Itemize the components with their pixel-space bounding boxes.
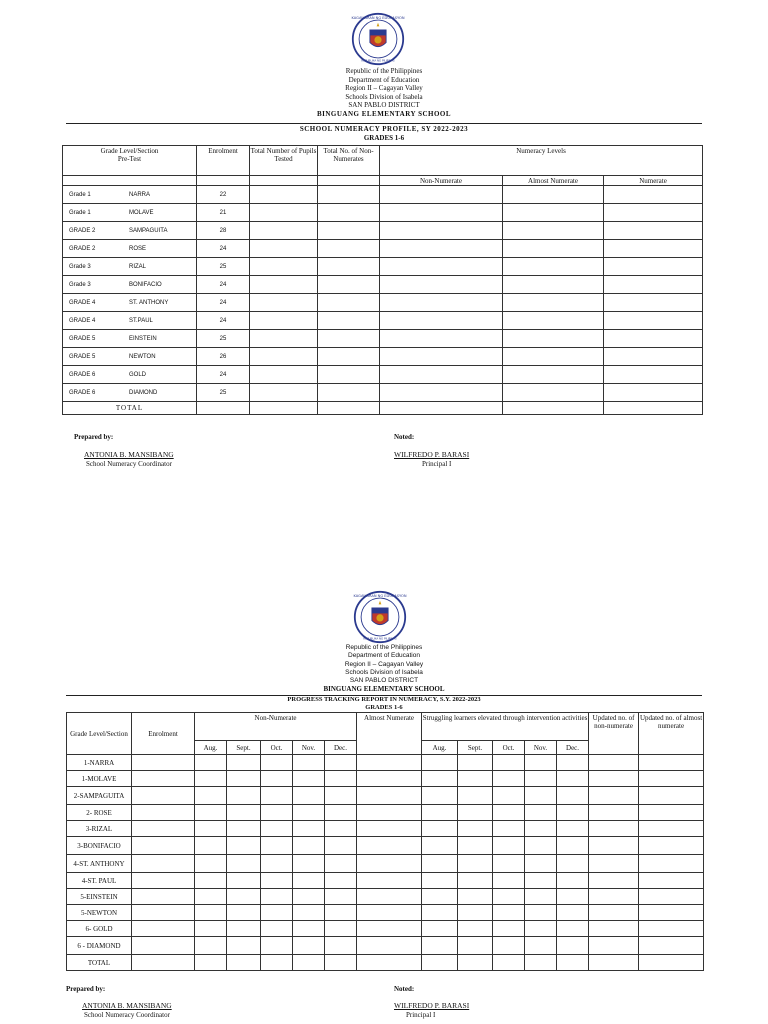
month-nov: Nov. bbox=[293, 741, 325, 755]
grade-level: GRADE 6 bbox=[69, 389, 96, 396]
prepared-by-label: Prepared by: bbox=[66, 985, 106, 993]
section-name: EINSTEIN bbox=[129, 335, 157, 342]
profile-grades: GRADES 1-6 bbox=[363, 133, 405, 142]
section-name: ST.PAUL bbox=[129, 317, 153, 324]
total-label: TOTAL bbox=[63, 402, 197, 415]
progress-total-row bbox=[67, 955, 704, 971]
section-name: NARRA bbox=[129, 191, 151, 198]
grade-section-label: 6- GOLD bbox=[67, 921, 132, 937]
enrolment-value: 26 bbox=[197, 348, 250, 366]
numeracy-profile-table bbox=[62, 145, 703, 415]
grade-level: GRADE 4 bbox=[69, 299, 96, 306]
grade-section-label: 4-ST. PAUL bbox=[67, 873, 132, 889]
grade-section-label: 2-SAMPAGUITA bbox=[67, 787, 132, 805]
month-sept: Sept. bbox=[458, 741, 493, 755]
profile-row bbox=[63, 204, 703, 222]
header-line: Department of Education bbox=[348, 652, 420, 660]
school-name: BINGUANG ELEMENTARY SCHOOL bbox=[323, 685, 445, 694]
profile-title: SCHOOL NUMERACY PROFILE, SY 2022-2023 bbox=[299, 125, 469, 133]
section-name: GOLD bbox=[129, 371, 147, 378]
grade-section-label: 2- ROSE bbox=[67, 805, 132, 821]
header-line: Republic of the Philippines bbox=[345, 644, 423, 651]
school-name: BINGUANG ELEMENTARY SCHOOL bbox=[316, 109, 452, 118]
col-non-numerate: Non-Numerate bbox=[195, 713, 357, 741]
profile-row bbox=[63, 276, 703, 294]
grade-level: Grade 1 bbox=[69, 209, 91, 216]
header-divider bbox=[66, 123, 702, 124]
profile-row bbox=[63, 240, 703, 258]
col-non-numerates: Total No. of Non-Numerates bbox=[318, 146, 380, 176]
level-almost-numerate: Almost Numerate bbox=[503, 176, 604, 186]
prepared-by-label: Prepared by: bbox=[74, 433, 114, 441]
grade-level: GRADE 4 bbox=[69, 317, 96, 324]
enrolment-value: 22 bbox=[197, 186, 250, 204]
progress-grades: GRADES 1-6 bbox=[365, 704, 403, 711]
header-line: Schools Division of Isabela bbox=[345, 668, 423, 676]
header-line: SAN PABLO DISTRICT bbox=[349, 677, 419, 685]
col-enrolment: Enrolment bbox=[197, 146, 250, 176]
month-nov: Nov. bbox=[525, 741, 557, 755]
month-aug: Aug. bbox=[195, 741, 227, 755]
progress-row bbox=[67, 855, 704, 873]
month-oct: Oct. bbox=[261, 741, 293, 755]
enrolment-value: 25 bbox=[197, 258, 250, 276]
section-name: RIZAL bbox=[129, 263, 147, 270]
letterhead-bottom bbox=[0, 644, 768, 694]
preparer-title: School Numeracy Coordinator bbox=[84, 1011, 170, 1019]
enrolment-value: 24 bbox=[197, 276, 250, 294]
deped-seal-bottom bbox=[353, 590, 407, 644]
svg-text:KAGAWARAN NG EDUKASYON: KAGAWARAN NG EDUKASYON bbox=[353, 594, 407, 599]
progress-row bbox=[67, 873, 704, 889]
grade-section-label: 4-ST. ANTHONY bbox=[67, 855, 132, 873]
level-numerate: Numerate bbox=[604, 176, 703, 186]
profile-heading bbox=[0, 125, 768, 142]
enrolment-value: 24 bbox=[197, 240, 250, 258]
noter-name: WILFREDO P. BARASI bbox=[394, 1001, 470, 1010]
section-name: ROSE bbox=[129, 245, 147, 252]
header-line: Department of Education bbox=[348, 75, 420, 84]
progress-row bbox=[67, 889, 704, 905]
section-name: DIAMOND bbox=[129, 389, 158, 396]
progress-row bbox=[67, 937, 704, 955]
grade-section-label: 5-NEWTON bbox=[67, 905, 132, 921]
grade-level: Grade 3 bbox=[69, 263, 91, 270]
grade-section-label: 1-NARRA bbox=[67, 755, 132, 771]
progress-row bbox=[67, 821, 704, 837]
section-name: MOLAVE bbox=[129, 209, 154, 216]
total-label: TOTAL bbox=[67, 955, 132, 971]
noter-title: Principal I bbox=[422, 460, 452, 468]
enrolment-value: 28 bbox=[197, 222, 250, 240]
noted-label: Noted: bbox=[394, 433, 415, 441]
profile-row bbox=[63, 294, 703, 312]
enrolment-value: 25 bbox=[197, 330, 250, 348]
grade-section-label: 1-MOLAVE bbox=[67, 771, 132, 787]
noter-name: WILFREDO P. BARASI bbox=[394, 450, 470, 459]
grade-section-label: 3-RIZAL bbox=[67, 821, 132, 837]
profile-total-row bbox=[63, 402, 703, 415]
enrolment-value: 24 bbox=[197, 294, 250, 312]
progress-row bbox=[67, 787, 704, 805]
month-dec: Dec. bbox=[557, 741, 589, 755]
col-updated-non-numerate: Updated no. of non-numerate bbox=[589, 713, 639, 755]
grade-level: Grade 3 bbox=[69, 281, 91, 288]
header-line: Region II – Cagayan Valley bbox=[345, 84, 423, 93]
header-line: SAN PABLO DISTRICT bbox=[348, 101, 420, 110]
svg-text:REPUBLIKA NG PILIPINAS: REPUBLIKA NG PILIPINAS bbox=[361, 59, 395, 63]
progress-row bbox=[67, 805, 704, 821]
profile-row bbox=[63, 330, 703, 348]
letterhead-top bbox=[0, 67, 768, 119]
profile-row bbox=[63, 348, 703, 366]
progress-heading bbox=[0, 696, 768, 712]
col-updated-almost-numerate: Updated no. of almost numerate bbox=[639, 713, 704, 755]
deped-seal-top bbox=[351, 12, 405, 66]
col-pupils-tested: Total Number of Pupils Tested bbox=[250, 146, 318, 176]
month-dec: Dec. bbox=[325, 741, 357, 755]
section-name: NEWTON bbox=[129, 353, 156, 360]
progress-row bbox=[67, 771, 704, 787]
noter-title: Principal I bbox=[406, 1011, 436, 1019]
enrolment-value: 24 bbox=[197, 366, 250, 384]
preparer-name: ANTONIA B. MANSIBANG bbox=[84, 450, 174, 459]
profile-row bbox=[63, 312, 703, 330]
grade-section-label: 3-BONIFACIO bbox=[67, 837, 132, 855]
level-non-numerate: Non-Numerate bbox=[380, 176, 503, 186]
header-line: Region II – Cagayan Valley bbox=[344, 660, 424, 668]
header-line: Republic of the Philippines bbox=[345, 67, 423, 75]
profile-row bbox=[63, 384, 703, 402]
grade-level: GRADE 2 bbox=[69, 227, 96, 234]
month-sept: Sept. bbox=[227, 741, 261, 755]
enrolment-value: 25 bbox=[197, 384, 250, 402]
header-line: Schools Division of Isabela bbox=[345, 92, 423, 101]
col-grade-section: Grade Level/Section Pre-Test bbox=[63, 146, 197, 176]
grade-level: Grade 1 bbox=[69, 191, 91, 198]
grade-section-label: 6 - DIAMOND bbox=[67, 937, 132, 955]
profile-row bbox=[63, 186, 703, 204]
section-name: BONIFACIO bbox=[129, 281, 162, 288]
grade-section-label: 5-EINSTEIN bbox=[67, 889, 132, 905]
progress-row bbox=[67, 905, 704, 921]
grade-level: GRADE 6 bbox=[69, 371, 96, 378]
grade-level: GRADE 2 bbox=[69, 245, 96, 252]
section-name: ST. ANTHONY bbox=[129, 299, 169, 306]
profile-row bbox=[63, 366, 703, 384]
col-enrolment: Enrolment bbox=[132, 713, 195, 755]
enrolment-value: 24 bbox=[197, 312, 250, 330]
profile-row bbox=[63, 222, 703, 240]
preparer-name: ANTONIA B. MANSIBANG bbox=[82, 1001, 172, 1010]
noted-label: Noted: bbox=[394, 985, 415, 993]
grade-level: GRADE 5 bbox=[69, 353, 96, 360]
preparer-title: School Numeracy Coordinator bbox=[86, 460, 172, 468]
progress-row bbox=[67, 837, 704, 855]
month-oct: Oct. bbox=[493, 741, 525, 755]
grade-level: GRADE 5 bbox=[69, 335, 96, 342]
col-numeracy-levels: Numeracy Levels bbox=[380, 146, 703, 176]
col-struggling-learners: Struggling learners elevated through intervention activities bbox=[422, 713, 589, 741]
col-almost-numerate: Almost Numerate bbox=[357, 713, 422, 755]
col-grade-section: Grade Level/Section bbox=[67, 713, 132, 755]
progress-row bbox=[67, 921, 704, 937]
progress-title: PROGRESS TRACKING REPORT IN NUMERACY, S.Y. 2022-2023 bbox=[287, 696, 481, 703]
progress-tracking-table bbox=[66, 712, 704, 971]
progress-row bbox=[67, 755, 704, 771]
month-aug: Aug. bbox=[422, 741, 458, 755]
svg-text:REPUBLIKA NG PILIPINAS: REPUBLIKA NG PILIPINAS bbox=[363, 637, 397, 641]
svg-text:KAGAWARAN NG EDUKASYON: KAGAWARAN NG EDUKASYON bbox=[351, 16, 405, 21]
enrolment-value: 21 bbox=[197, 204, 250, 222]
section-name: SAMPAGUITA bbox=[129, 227, 168, 234]
profile-row bbox=[63, 258, 703, 276]
